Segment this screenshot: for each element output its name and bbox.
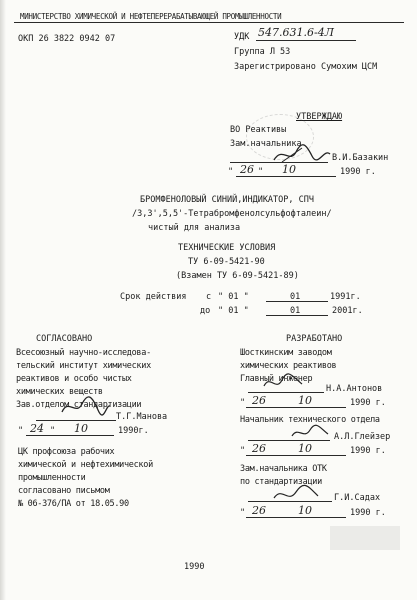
developed-date3-quote: ": [240, 508, 246, 518]
agreed-title: СОГЛАСОВАНО: [36, 334, 93, 344]
approve-date-quote-close: ": [258, 167, 264, 177]
validity-to-day: " 01 ": [218, 306, 249, 316]
udk-handwritten: 547.631.6-4Л: [258, 26, 334, 39]
developed-date1-day: 26: [252, 394, 266, 407]
agreed-signature: [60, 396, 112, 420]
udk-label: УДК: [234, 32, 250, 42]
validity-to-month: 01: [290, 306, 301, 316]
developed-name1: Н.А.Антонов: [326, 384, 383, 394]
doc-type: ТЕХНИЧЕСКИЕ УСЛОВИЯ: [178, 243, 276, 253]
scan-smudge: [330, 526, 400, 550]
union-letter: № 06-376/ПА от 18.05.90: [18, 499, 129, 509]
developed-line: Шосткинским заводом: [240, 348, 332, 358]
developed-date2-line: [246, 455, 346, 456]
developed-date3-line: [246, 517, 346, 518]
agreed-date-line: [26, 435, 114, 436]
developed-date1-month: 10: [298, 394, 312, 407]
agreed-date-quote-open: ": [18, 426, 24, 436]
ministry-header: МИНИСТЕРСТВО ХИМИЧЕСКОЙ И НЕФТЕПЕРЕРАБАТЫВАЮЩЕЙ ПРОМЫШЛЕННОСТИ: [20, 12, 282, 21]
developed-date3-month: 10: [298, 504, 312, 517]
approve-line1: ВО Реактивы: [230, 125, 287, 135]
developed-position2: Начальник технического отдела: [240, 415, 380, 425]
scan-edge-shadow: [0, 0, 6, 600]
product-grade: чистый для анализа: [148, 223, 241, 233]
validity-from-line: [266, 301, 328, 302]
agreed-line: химических веществ: [16, 387, 103, 397]
validity-from-day: " 01 ": [218, 292, 249, 302]
developed-title: РАЗРАБОТАНО: [286, 334, 343, 344]
validity-to-word: до: [200, 306, 211, 316]
validity-to-line: [266, 315, 328, 316]
developed-line: химических реактивов: [240, 361, 337, 371]
developed-date1-quote: ": [240, 398, 246, 408]
product-name: БРОМФЕНОЛОВЫЙ СИНИЙ,ИНДИКАТОР, СПЧ: [140, 195, 314, 205]
approve-date-month: 10: [282, 163, 296, 176]
agreed-signature-line: [36, 420, 116, 421]
developed-signature-line-3: [248, 501, 332, 502]
developed-position3a: Зам.начальника ОТК: [240, 464, 327, 474]
union-line: согласовано письмом: [18, 486, 110, 496]
agreed-line: реактивов и особо чистых: [16, 374, 132, 384]
developed-date2-quote: ": [240, 446, 246, 456]
union-line: химической и нефтехимической: [18, 460, 153, 470]
udk-underline: [256, 40, 356, 41]
approve-date-day: 26: [240, 163, 254, 176]
agreed-date-month: 10: [74, 422, 88, 435]
group-code: Группа Л 53: [234, 47, 291, 57]
developed-signature-line-1: [248, 392, 324, 393]
registration-note: Зарегистрировано Сумохим ЦСМ: [234, 62, 378, 72]
developed-date2-month: 10: [298, 442, 312, 455]
developed-date1-line: [246, 407, 346, 408]
developed-signature-line-2: [248, 440, 330, 441]
product-chemical-name: /3,3',5,5'-Тетрабромфенолсульфофталеин/: [132, 209, 332, 219]
approve-date-year: 1990 г.: [340, 167, 376, 177]
union-line: ЦК профсоюза рабочих: [18, 447, 115, 457]
approve-title: УТВЕРЖДАЮ: [296, 112, 343, 122]
doc-replaces: (Взамен ТУ 6-09-5421-89): [176, 271, 299, 281]
validity-to-year: 2001г.: [332, 306, 363, 316]
agreed-line: тельский институт химических: [16, 361, 151, 371]
approve-date-line: [236, 176, 336, 177]
developed-name3: Г.И.Садах: [334, 493, 381, 503]
developed-signature-1: [262, 374, 306, 392]
header-rule: [14, 22, 404, 23]
developed-date2-day: 26: [252, 442, 266, 455]
developed-date3-year: 1990 г.: [350, 508, 386, 518]
approve-date-quote-open: ": [228, 167, 234, 177]
validity-from-year: 1991г.: [330, 292, 361, 302]
developed-date2-year: 1990 г.: [350, 446, 386, 456]
developed-date3-day: 26: [252, 504, 266, 517]
validity-label: Срок действия: [120, 292, 187, 302]
agreed-date-day: 24: [30, 422, 44, 435]
agreed-date-quote-close: ": [50, 426, 56, 436]
agreed-line: Всесоюзный научно-исследова-: [16, 348, 151, 358]
doc-number: ТУ 6-09-5421-90: [188, 257, 265, 267]
developed-date1-year: 1990 г.: [350, 398, 386, 408]
developed-name2: А.Л.Глейзер: [334, 432, 391, 442]
footer-year: 1990: [184, 562, 205, 572]
approve-name: В.И.Базакин: [332, 153, 389, 163]
okp-code: ОКП 26 3822 0942 07: [18, 34, 116, 44]
developed-position3b: по стандартизации: [240, 477, 322, 487]
approve-line2: Зам.начальника: [230, 139, 302, 149]
validity-from-word: с: [206, 292, 212, 302]
developed-position1: Главный инженер: [240, 374, 313, 384]
union-line: промышленности: [18, 473, 86, 483]
agreed-position: Зав.отделом стандартизации: [16, 400, 142, 410]
agreed-date-year: 1990г.: [118, 426, 149, 436]
agreed-name: Т.Г.Манова: [116, 412, 168, 422]
validity-from-month: 01: [290, 292, 301, 302]
